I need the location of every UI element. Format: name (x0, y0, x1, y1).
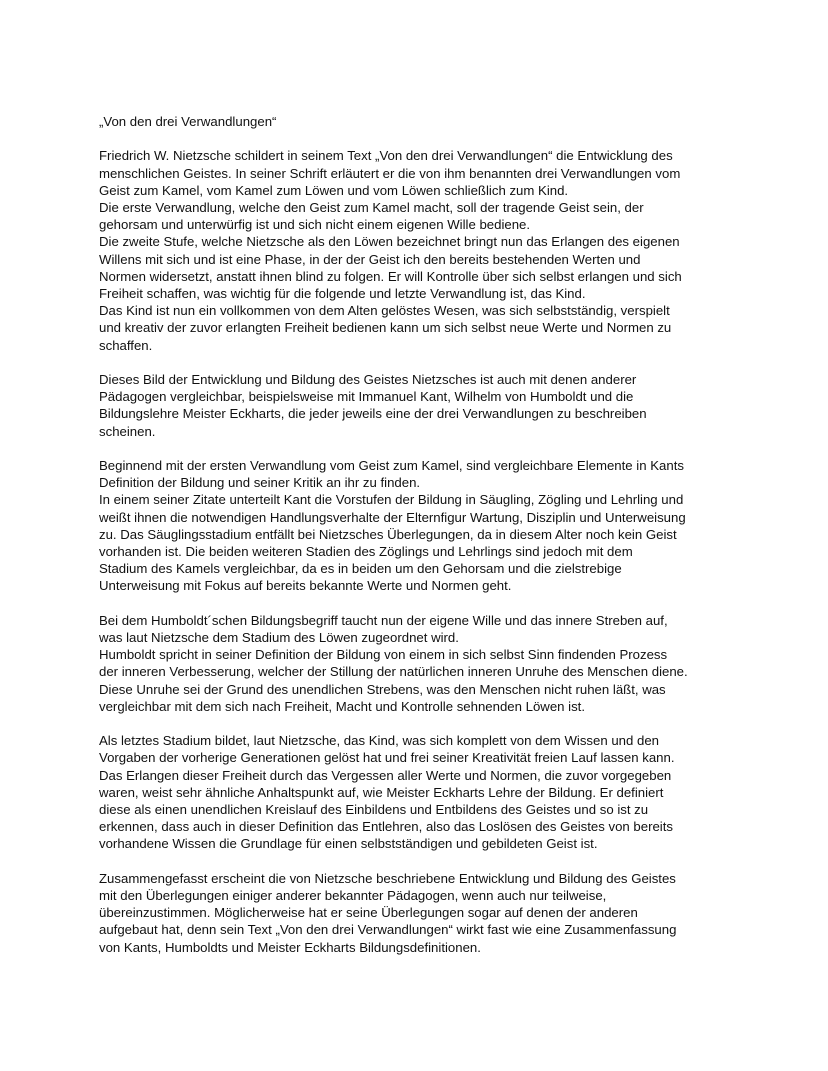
document-title: „Von den drei Verwandlungen“ (99, 114, 277, 129)
text-line: aufgebaut hat, denn sein Text „Von den drei Verwandlungen“ wirkt fast wie eine Zusammenfassung (99, 922, 677, 938)
text-line: Als letztes Stadium bildet, laut Nietzsche, das Kind, was sich komplett von dem Wissen und den (99, 733, 660, 749)
text-line: waren, weist sehr ähnliche Anhaltspunkt auf, wie Meister Eckharts Lehre der Bildung. Er definiert (99, 784, 664, 800)
text-line: Das Kind ist nun ein vollkommen von dem Alten gelöstes Wesen, was sich selbstständig, verspielt (99, 303, 670, 319)
text-line: Willens mit sich und ist eine Phase, in der der Geist ich den bereits bestehenden Werten und (99, 251, 641, 267)
paragraph (99, 457, 739, 595)
text-line: In einem seiner Zitate unterteilt Kant die Vorstufen der Bildung in Säugling, Zögling und Lehrling und (99, 492, 684, 508)
text-line: weißt ihnen die notwendigen Handlungsverhalte der Elternfigur Wartung, Disziplin und Unterweisung (99, 509, 686, 525)
text-line: Die erste Verwandlung, welche den Geist zum Kamel macht, soll der tragende Geist sein, der (99, 200, 644, 215)
paragraph-list (99, 147, 739, 955)
text-line: gehorsam und unterwürfig ist und sich nicht einem eigenen Wille bediene. (99, 217, 531, 233)
text-line: vergleichbar mit dem sich nach Freiheit, Macht und Kontrolle sehnenden Löwen ist. (99, 698, 585, 714)
text-line: Humboldt spricht in seiner Definition der Bildung von einem in sich selbst Sinn findenden Prozess (99, 647, 668, 663)
text-line: von Kants, Humboldts und Meister Eckharts Bildungsdefinitionen. (99, 939, 481, 955)
text-line: Beginnend mit der ersten Verwandlung vom Geist zum Kamel, sind vergleichbare Elemente in Kants (99, 458, 684, 474)
text-line: diese als einen unendlichen Kreislauf des Einbildens und Entbildens des Geistes und so ist zu (99, 802, 649, 818)
text-line: was laut Nietzsche dem Stadium des Löwen zugeordnet wird. (99, 630, 459, 646)
text-line: Stadium des Kamels vergleichbar, da es in beiden um den Gehorsam und die zielstrebige (99, 561, 622, 577)
text-line: zu. Das Säuglingsstadium entfällt bei Nietzsches Überlegungen, da in diesem Alter noch kein Geist (99, 526, 677, 542)
paragraph (99, 147, 739, 353)
text-line: Diese Unruhe sei der Grund des unendlichen Strebens, was den Menschen nicht ruhen läßt, was (99, 681, 666, 697)
text-line: schaffen. (99, 337, 153, 353)
text-line: Normen widersetzt, anstatt ihnen blind zu folgen. Er will Kontrolle über sich selbst erlangen und sich (99, 268, 682, 284)
text-line: Freiheit schaffen, was wichtig für die folgende und letzte Verwandlung ist, das Kind. (99, 286, 586, 302)
text-line: Dieses Bild der Entwicklung und Bildung des Geistes Nietzsches ist auch mit denen anderer (99, 372, 637, 388)
text-line: der inneren Verbesserung, welcher der Stillung der natürlichen inneren Unruhe des Menschen diene. (99, 664, 688, 680)
paragraph (99, 612, 739, 715)
text-line: und kreativ der zuvor erlangten Freiheit bedienen kann um sich selbst neue Werte und Normen zu (99, 320, 672, 336)
text-line: Die zweite Stufe, welche Nietzsche als den Löwen bezeichnet bringt nun das Erlangen des eigenen (99, 234, 680, 250)
text-line: Vorgaben der vorherige Generationen gelöst hat und frei seiner Kreativität freien Lauf lassen kann. (99, 750, 675, 766)
text-line: Bildungslehre Meister Eckharts, die jeder jeweils eine der drei Verwandlungen zu beschreiben (99, 406, 647, 422)
text-line: Das Erlangen dieser Freiheit durch das Vergessen aller Werte und Normen, die zuvor vorgegeben (99, 767, 672, 783)
paragraph (99, 870, 739, 956)
text-line: mit den Überlegungen einiger anderer bekannter Pädagogen, wenn auch nur teilweise, (99, 888, 607, 904)
text-line: Unterweisung mit Fokus auf bereits bekannte Werte und Normen geht. (99, 578, 512, 594)
text-line: erkennen, dass auch in dieser Definition das Entlehren, also das Loslösen des Geistes von bereits (99, 819, 673, 835)
text-line: vorhandene Wissen die Grundlage für einen selbstständigen und gebildeten Geist ist. (99, 836, 598, 852)
text-line: Pädagogen vergleichbar, beispielsweise mit Immanuel Kant, Wilhelm von Humboldt und die (99, 389, 634, 405)
text-line: vorhanden ist. Die beiden weiteren Stadien des Zöglings und Lehrlings sind jedoch mit dem (99, 544, 633, 560)
text-line: Zusammengefasst erscheint die von Nietzsche beschriebene Entwicklung und Bildung des Geistes (99, 870, 676, 886)
text-line: menschlichen Geistes. In seiner Schrift erläutert er die von ihm benannten drei Verwandlungen vom (99, 165, 681, 181)
text-line: Geist zum Kamel, vom Kamel zum Löwen und vom Löwen schließlich zum Kind. (99, 182, 569, 198)
text-line: Friedrich W. Nietzsche schildert in seinem Text „Von den drei Verwandlungen“ die Entwicklung des (99, 148, 673, 164)
text-line: scheinen. (99, 423, 156, 439)
paragraph (99, 371, 739, 440)
text-line: Bei dem Humboldt´schen Bildungsbegriff taucht nun der eigene Wille und das innere Streben auf, (99, 612, 668, 628)
text-line: Definition der Bildung und seiner Kritik an ihr zu finden. (99, 475, 421, 491)
paragraph (99, 732, 739, 852)
document-body (99, 113, 739, 973)
text-line: übereinzustimmen. Möglicherweise hat er seine Überlegungen sogar auf denen der anderen (99, 905, 638, 921)
